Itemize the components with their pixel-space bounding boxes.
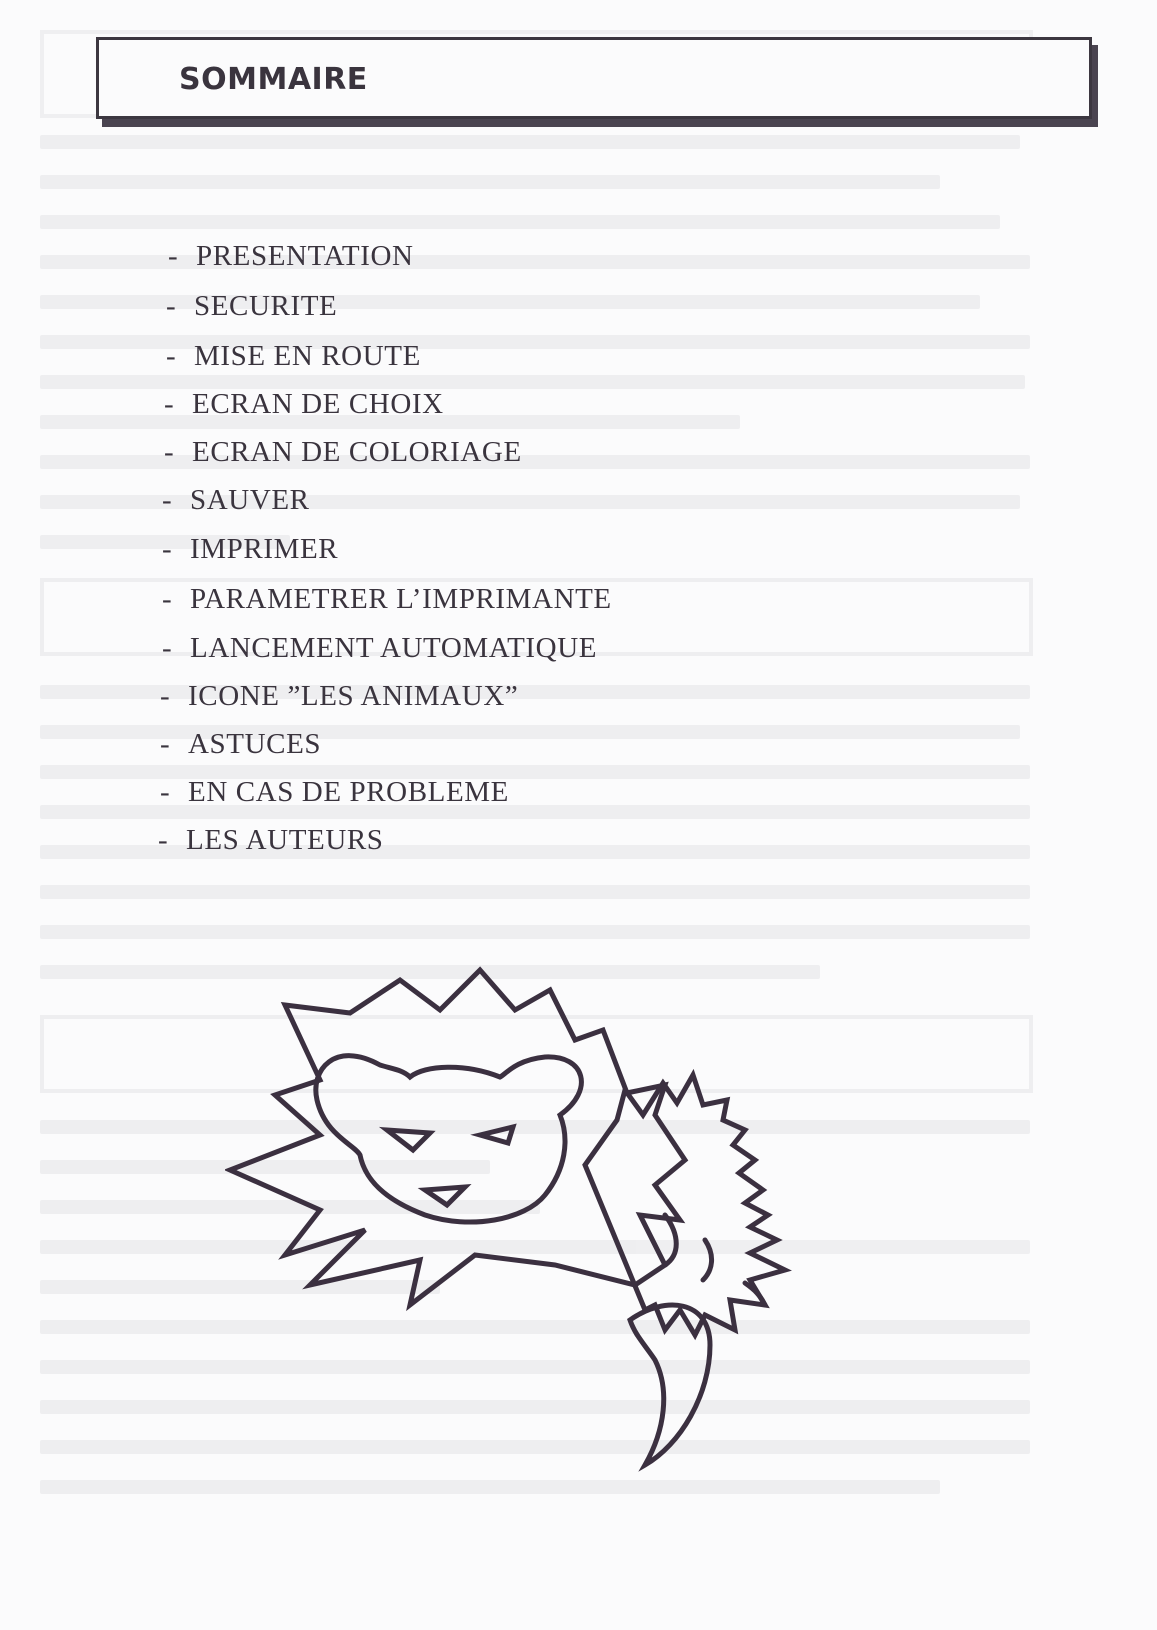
lion-mane xyxy=(230,970,685,1305)
toc-item-label: ICONE ”LES ANIMAUX” xyxy=(188,680,519,712)
toc-item: - PARAMETRER L’IMPRIMANTE xyxy=(162,583,612,615)
lion-icon xyxy=(225,965,875,1475)
toc-item: - LES AUTEURS xyxy=(158,824,384,856)
lion-head xyxy=(316,1056,582,1222)
toc-item-label: MISE EN ROUTE xyxy=(194,340,421,372)
toc-item: - LANCEMENT AUTOMATIQUE xyxy=(162,632,598,664)
lion-body-detail xyxy=(665,1215,676,1265)
toc-item: - IMPRIMER xyxy=(162,533,339,565)
toc-item: - SECURITE xyxy=(166,290,338,322)
toc-item: - ICONE ”LES ANIMAUX” xyxy=(160,680,519,712)
toc-item-label: SECURITE xyxy=(194,290,338,322)
toc-item: - MISE EN ROUTE xyxy=(166,340,421,372)
toc-item-label: SAUVER xyxy=(190,484,310,516)
toc-item: - ECRAN DE COLORIAGE xyxy=(164,436,522,468)
lion-nose xyxy=(425,1187,465,1205)
toc-item: - PRESENTATION xyxy=(168,240,414,272)
toc-item-label: IMPRIMER xyxy=(190,533,339,565)
toc-item-label: LANCEMENT AUTOMATIQUE xyxy=(190,632,598,664)
lion-body-detail xyxy=(703,1240,712,1280)
toc-item: - EN CAS DE PROBLEME xyxy=(160,776,509,808)
lion-left-eye xyxy=(387,1130,430,1150)
toc-item-label: PRESENTATION xyxy=(196,240,414,272)
toc-item: - SAUVER xyxy=(162,484,310,516)
toc-item: - ASTUCES xyxy=(160,728,322,760)
toc-item-label: PARAMETRER L’IMPRIMANTE xyxy=(190,583,612,615)
toc-item-label: EN CAS DE PROBLEME xyxy=(188,776,509,808)
title-box xyxy=(96,37,1092,119)
lion-right-eye xyxy=(480,1127,513,1143)
toc-item-label: ECRAN DE CHOIX xyxy=(192,388,444,420)
lion-body xyxy=(585,1075,785,1335)
toc-item-label: ASTUCES xyxy=(188,728,322,760)
toc-item-label: LES AUTEURS xyxy=(186,824,384,856)
page-title: SOMMAIRE xyxy=(179,62,368,97)
toc-item: - ECRAN DE CHOIX xyxy=(164,388,444,420)
toc-item-label: ECRAN DE COLORIAGE xyxy=(192,436,522,468)
